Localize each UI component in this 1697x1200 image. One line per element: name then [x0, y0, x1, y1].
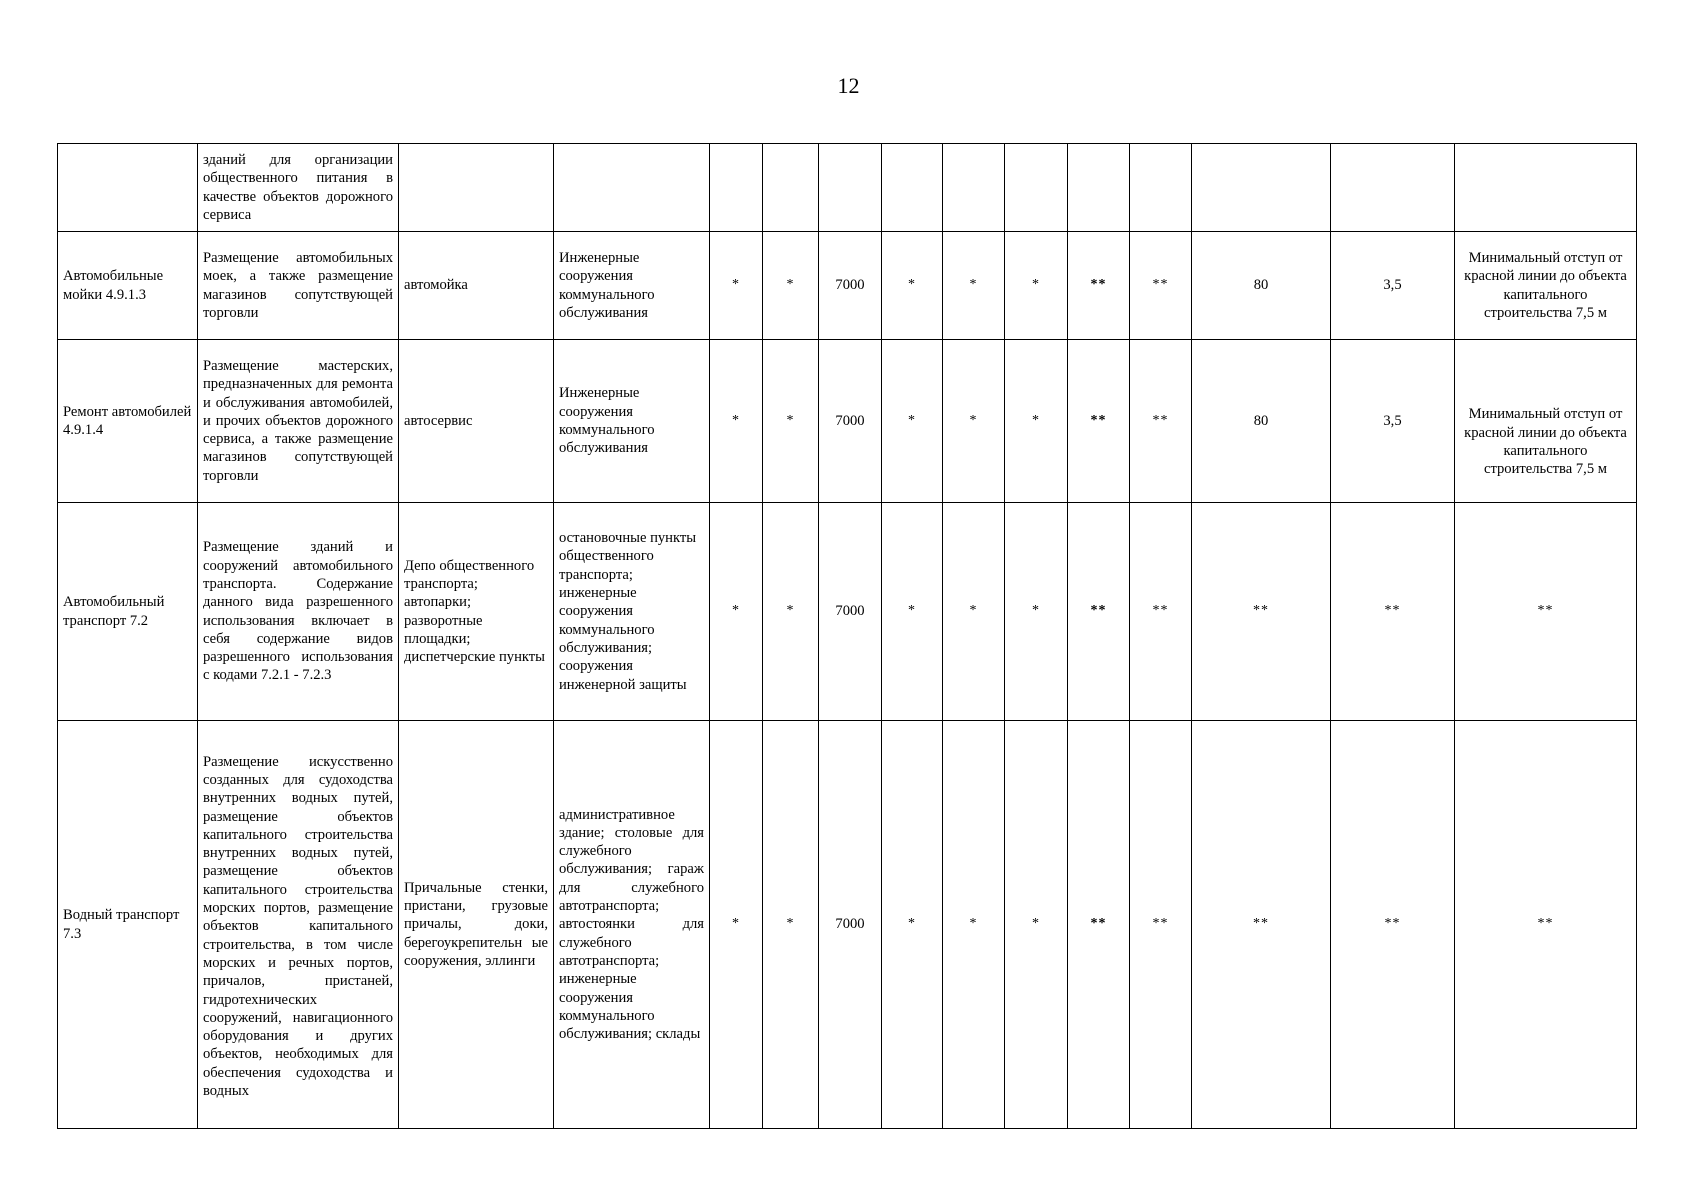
param-cell: 7000	[819, 721, 882, 1129]
table-row	[58, 144, 1637, 232]
note-cell: Минимальный отступ от красной линии до объекта капитального строительства 7,5 м	[1455, 232, 1637, 340]
param-cell: *	[763, 232, 819, 340]
use-type-description: Размещение зданий и сооружений автомобильного транспорта. Содержание данного вида разрешенного использования включает в себя содержание видов разрешенного использования с кодами 7.2.1 - 7.2.3	[198, 503, 399, 721]
param-cell: *	[710, 340, 763, 503]
param-cell: *	[710, 503, 763, 721]
param-cell: *	[1005, 503, 1068, 721]
param-cell	[1130, 144, 1192, 232]
param-cell	[943, 144, 1005, 232]
table-row	[58, 340, 1637, 503]
param-cell: 7000	[819, 340, 882, 503]
land-use-regulations-table	[57, 143, 1637, 1129]
use-type-name: Ремонт автомобилей 4.9.1.4	[58, 340, 198, 503]
auxiliary-objects: административное здание; столовые для служебного обслуживания; гараж для служебного автотранспорта; автостоянки для служебного автотранспорта; инженерные сооружения коммунального обслуживания; склады	[554, 721, 710, 1129]
note-cell: **	[1455, 721, 1637, 1129]
auxiliary-objects: Инженерные сооружения коммунального обслуживания	[554, 232, 710, 340]
main-objects: Причальные стенки, пристани, грузовые причалы, доки, берегоукрепительн ые сооружения, эллинги	[399, 721, 554, 1129]
note-cell: Минимальный отступ от красной линии до объекта капитального строительства 7,5 м	[1455, 340, 1637, 503]
use-type-name	[58, 144, 198, 232]
use-type-description: Размещение искусственно созданных для судоходства внутренних водных путей, размещение объектов капитального строительства внутренних водных путей, размещение объектов капитального строительства морских портов, размещение объектов капитального строительства, в том числе морских и речных портов, причалов, пристаней, гидротехнических сооружений, навигационного оборудования и других объектов, необходимых для обеспечения судоходства и водных	[198, 721, 399, 1129]
param-cell: 3,5	[1331, 232, 1455, 340]
note-cell: **	[1455, 503, 1637, 721]
param-cell: *	[763, 340, 819, 503]
param-cell: *	[1005, 721, 1068, 1129]
use-type-name: Автомобильные мойки 4.9.1.3	[58, 232, 198, 340]
param-cell	[1068, 144, 1130, 232]
table-row	[58, 721, 1637, 1129]
param-cell	[882, 144, 943, 232]
param-cell	[1331, 144, 1455, 232]
param-cell: 7000	[819, 503, 882, 721]
param-cell: **	[1130, 503, 1192, 721]
main-objects: Депо общественного транспорта; автопарки; разворотные площадки; диспетчерские пункты	[399, 503, 554, 721]
note-cell	[1455, 144, 1637, 232]
param-cell: *	[763, 721, 819, 1129]
param-cell: **	[1130, 232, 1192, 340]
param-cell: *	[1005, 232, 1068, 340]
param-cell	[1192, 144, 1331, 232]
param-cell: *	[710, 232, 763, 340]
param-cell: *	[882, 721, 943, 1129]
use-type-description: Размещение автомобильных моек, а также размещение магазинов сопутствующей торговли	[198, 232, 399, 340]
table-row	[58, 232, 1637, 340]
param-cell: **	[1192, 721, 1331, 1129]
param-cell: 80	[1192, 340, 1331, 503]
main-objects: автомойка	[399, 232, 554, 340]
param-cell: **	[1068, 340, 1130, 503]
param-cell: *	[882, 503, 943, 721]
param-cell: *	[1005, 340, 1068, 503]
main-objects	[399, 144, 554, 232]
param-cell	[819, 144, 882, 232]
auxiliary-objects: Инженерные сооружения коммунального обслуживания	[554, 340, 710, 503]
auxiliary-objects: остановочные пункты общественного транспорта; инженерные сооружения коммунального обслуживания; сооружения инженерной защиты	[554, 503, 710, 721]
param-cell: *	[943, 721, 1005, 1129]
param-cell: 3,5	[1331, 340, 1455, 503]
param-cell	[1005, 144, 1068, 232]
param-cell: *	[943, 232, 1005, 340]
use-type-description: Размещение мастерских, предназначенных для ремонта и обслуживания автомобилей, и прочих объектов дорожного сервиса, а также размещение магазинов сопутствующей торговли	[198, 340, 399, 503]
param-cell: *	[763, 503, 819, 721]
param-cell: 80	[1192, 232, 1331, 340]
param-cell: **	[1192, 503, 1331, 721]
use-type-name: Автомобильный транспорт 7.2	[58, 503, 198, 721]
page-number: 12	[837, 73, 860, 98]
param-cell: *	[882, 232, 943, 340]
auxiliary-objects	[554, 144, 710, 232]
table-row	[58, 503, 1637, 721]
param-cell: **	[1068, 503, 1130, 721]
param-cell: *	[882, 340, 943, 503]
main-objects: автосервис	[399, 340, 554, 503]
param-cell: **	[1068, 721, 1130, 1129]
use-type-name: Водный транспорт 7.3	[58, 721, 198, 1129]
param-cell: *	[943, 503, 1005, 721]
param-cell: *	[943, 340, 1005, 503]
param-cell: **	[1130, 721, 1192, 1129]
use-type-description: зданий для организации общественного питания в качестве объектов дорожного сервиса	[198, 144, 399, 232]
param-cell: **	[1130, 340, 1192, 503]
param-cell	[710, 144, 763, 232]
param-cell: **	[1068, 232, 1130, 340]
param-cell: **	[1331, 503, 1455, 721]
param-cell	[763, 144, 819, 232]
param-cell: **	[1331, 721, 1455, 1129]
param-cell: *	[710, 721, 763, 1129]
param-cell: 7000	[819, 232, 882, 340]
